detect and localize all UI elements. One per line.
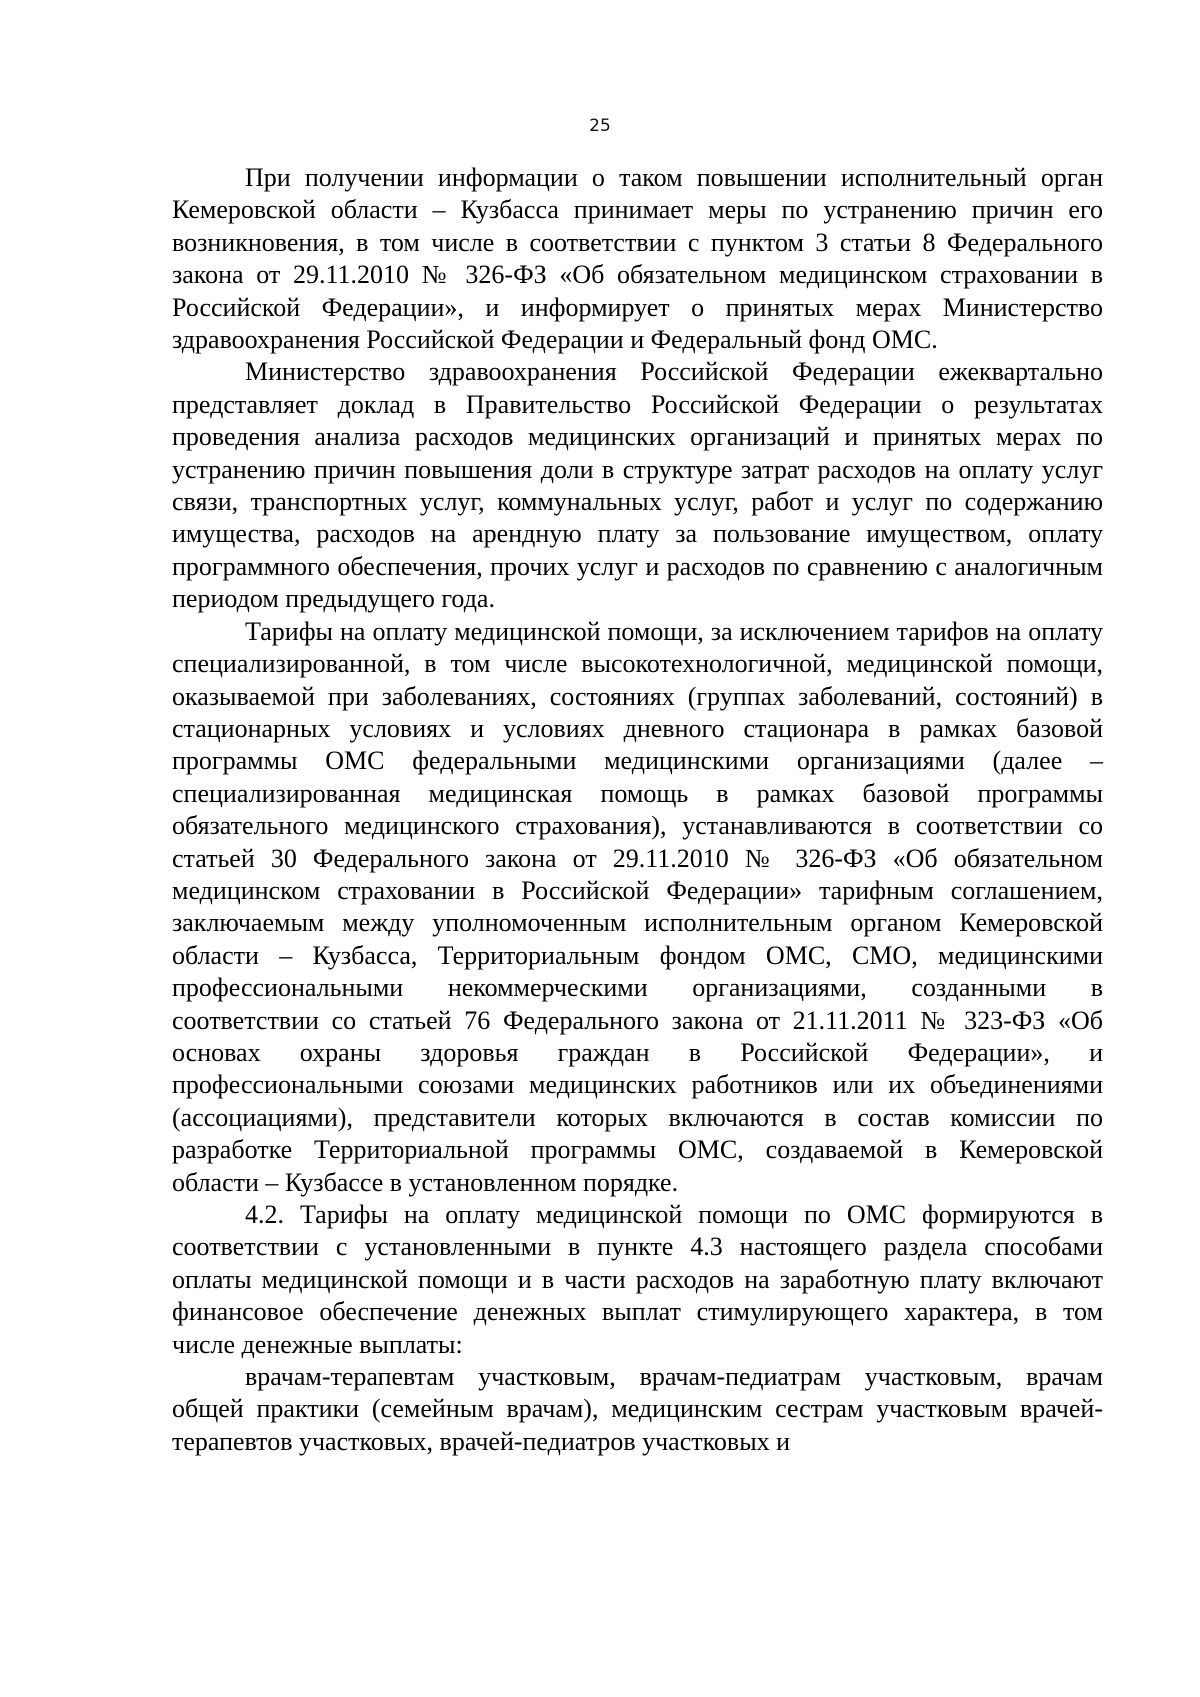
document-body — [172, 162, 1103, 1458]
paragraph: Тарифы на оплату медицинской помощи, за исключением тарифов на оплату специализированной, в том числе высокотехнологичной, медицинской помощи, оказываемой при заболеваниях, состояниях (группах заболеваний, состояний) в стационарных условиях и условиях дневного стационара в рамках базовой программы ОМС федеральными медицинскими организациями (далее – специализированная медицинская помощь в рамках базовой программы обязательного медицинского страхования), устанавливаются в соответствии со статьей 30 Федерального закона от 29.11.2010 № 326-ФЗ «Об обязательном медицинском страховании в Российской Федерации» тарифным соглашением, заключаемым между уполномоченным исполнительным органом Кемеровской области – Кузбасса, Территориальным фондом ОМС, СМО, медицинскими профессиональными некоммерческими организациями, созданными в соответствии со статьей 76 Федерального закона от 21.11.2011 № 323-ФЗ «Об основах охраны здоровья граждан в Российской Федерации», и профессиональными союзами медицинских работников или их объединениями (ассоциациями), представители которых включаются в состав комиссии по разработке Территориальной программы ОМС, создаваемой в Кемеровской области – Кузбассе в установленном порядке. — [172, 616, 1103, 1197]
page-number: 25 — [589, 116, 611, 136]
paragraph: врачам-терапевтам участковым, врачам-педиатрам участковым, врачам общей практики (семейным врачам), медицинским сестрам участковым врачей-терапевтов участковых, врачей-педиатров участковых и — [172, 1362, 1103, 1456]
paragraph: Министерство здравоохранения Российской Федерации ежеквартально представляет доклад в Правительство Российской Федерации о результатах проведения анализа расходов медицинских организаций и принятых мерах по устранению причин повышения доли в структуре затрат расходов на оплату услуг связи, транспортных услуг, коммунальных услуг, работ и услуг по содержанию имущества, расходов на арендную плату за пользование имуществом, оплату программного обеспечения, прочих услуг и расходов по сравнению с аналогичным периодом предыдущего года. — [172, 357, 1103, 614]
paragraph: 4.2. Тарифы на оплату медицинской помощи по ОМС формируются в соответствии с установленными в пункте 4.3 настоящего раздела способами оплаты медицинской помощи и в части расходов на заработную плату включают финансовое обеспечение денежных выплат стимулирующего характера, в том числе денежные выплаты: — [172, 1200, 1103, 1359]
paragraph: При получении информации о таком повышении исполнительный орган Кемеровской области – Кузбасса принимает меры по устранению причин его возникновения, в том числе в соответствии с пунктом 3 статьи 8 Федерального закона от 29.11.2010 № 326-ФЗ «Об обязательном медицинском страховании в Российской Федерации», и информирует о принятых мерах Министерство здравоохранения Российской Федерации и Федеральный фонд ОМС. — [172, 163, 1103, 355]
